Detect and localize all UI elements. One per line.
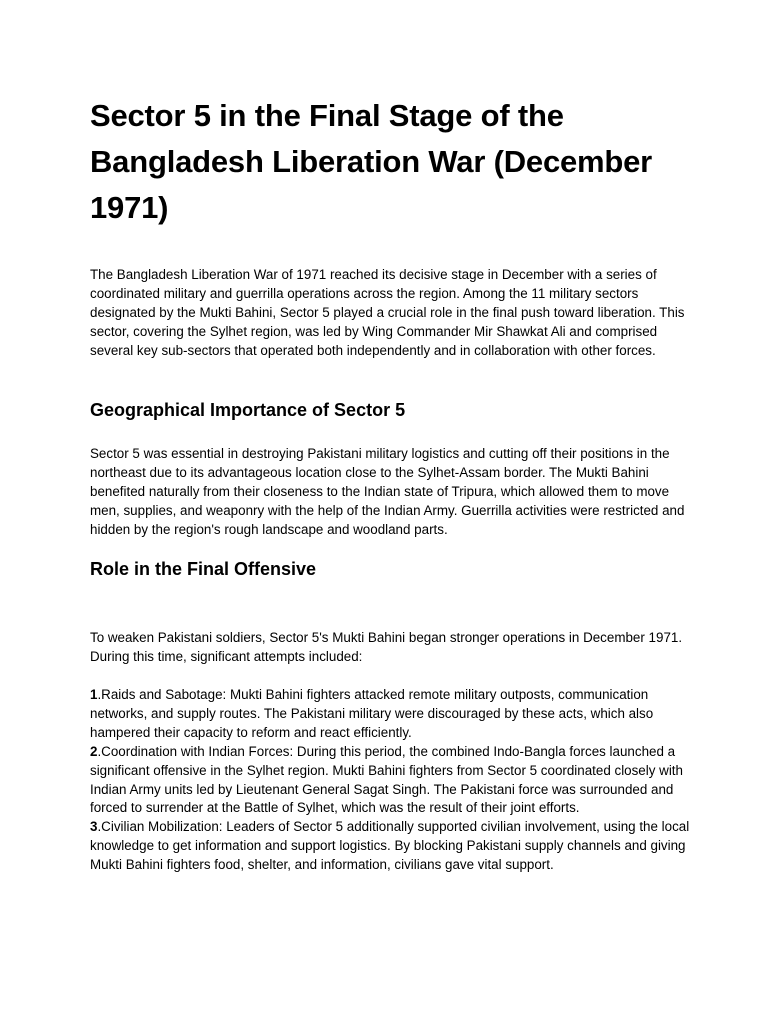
list-item-number: 1: [90, 687, 98, 702]
intro-paragraph: The Bangladesh Liberation War of 1971 reached its decisive stage in December with a series of coordinated military and guerrilla operations across the region. Among the 11 military sectors designated by the Mukti Bahini, Sector 5 played a crucial role in the final push toward liberation. This sector, covering the Sylhet region, was led by Wing Commander Mir Shawkat Ali and comprised several key sub-sectors that operated both independently and in collaboration with other forces.: [90, 267, 685, 358]
section-body-final-offensive: To weaken Pakistani soldiers, Sector 5's Mukti Bahini began stronger operations in December 1971. During this time, significant attempts included:: [90, 630, 683, 664]
section-body-geographical-importance: Sector 5 was essential in destroying Pakistani military logistics and cutting off their positions in the northeast due to its advantageous location close to the Sylhet-Assam border. The Mukti Bahini benefited naturally from their closeness to the Indian state of Tripura, which allowed them to move men, supplies, and weaponry with the help of the Indian Army. Guerrilla activities were restricted and hidden by the region's rough landscape and woodland parts.: [90, 446, 685, 537]
document-title: Sector 5 in the Final Stage of the Bangladesh Liberation War (December 1971): [90, 98, 653, 225]
list-item: [90, 743, 690, 819]
section-heading-geographical-importance: Geographical Importance of Sector 5: [90, 400, 406, 420]
list-item-number: 2: [90, 743, 98, 759]
list-item: [90, 686, 690, 743]
list-item: [90, 818, 690, 875]
operations-list: [90, 686, 690, 875]
section-heading-final-offensive: Role in the Final Offensive: [90, 559, 317, 579]
list-item-text: .Civilian Mobilization: Leaders of Sector 5 additionally supported civilian involvement, using the local knowledge to get information and support logistics. By blocking Pakistani supply channels and giving Mukti Bahini fighters food, shelter, and information, civilians gave vital support.: [90, 819, 690, 873]
list-item-text: .Coordination with Indian Forces: During this period, the combined Indo-Bangla forces launched a significant offensive in the Sylhet region. Mukti Bahini fighters from Sector 5 coordinated closely with Indian Army units led by Lieutenant General Sagat Singh. The Pakistani force was surrounded and forced to surrender at the Battle of Sylhet, which was the result of their joint efforts.: [90, 743, 683, 816]
list-item-number: 3: [90, 819, 98, 835]
list-item-text: .Raids and Sabotage: Mukti Bahini fighters attacked remote military outposts, communication networks, and supply routes. The Pakistani military were discouraged by these acts, which also hampered their capacity to reform and react efficiently.: [90, 687, 654, 740]
